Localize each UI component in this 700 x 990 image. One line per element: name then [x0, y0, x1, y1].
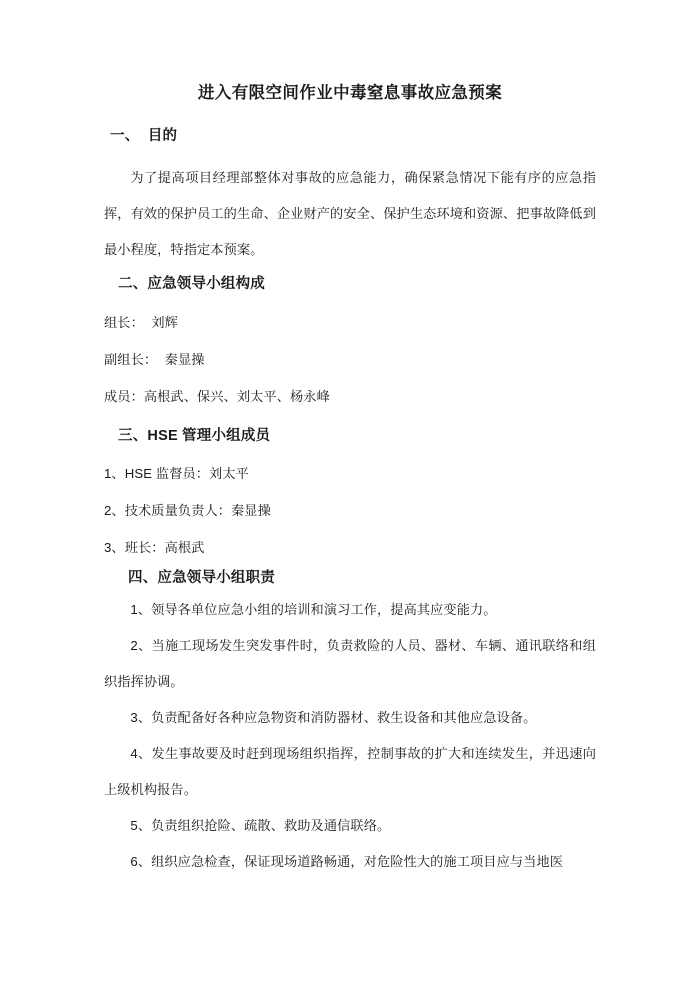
hse-line-3: 3、班长：高根武: [104, 540, 205, 555]
hse-line-2: 2、技术质量负责人：秦显操: [104, 503, 271, 518]
members-line: 成员：高根武、保兴、刘太平、杨永峰: [104, 389, 330, 404]
hse-line-1: 1、HSE 监督员：刘太平: [104, 466, 249, 481]
duty-item-4: 4、发生事故要及时赶到现场组织指挥，控制事故的扩大和连续发生，并迅速向上级机构报告。: [104, 746, 596, 797]
duty-item-2: 2、当施工现场发生突发事件时，负责救险的人员、器材、车辆、通讯联络和组织指挥协调。: [104, 638, 596, 689]
duty-item-3: 3、负责配备好各种应急物资和消防器材、救生设备和其他应急设备。: [130, 710, 537, 725]
duty-item-1: 1、领导各单位应急小组的培训和演习工作，提高其应变能力。: [130, 602, 497, 617]
section-heading-2: 二、应急领导小组构成: [118, 276, 265, 292]
deputy-leader-line: 副组长： 秦显操: [104, 352, 205, 367]
section-heading-4: 四、应急领导小组职责: [128, 570, 275, 586]
duty-item-6: 6、组织应急检查，保证现场道路畅通，对危险性大的施工项目应与当地医: [130, 854, 564, 869]
section-1-paragraph: 为了提高项目经理部整体对事故的应急能力，确保紧急情况下能有序的应急指挥，有效的保护员工的生命、企业财产的安全、保护生态环境和资源、把事故降低到最小程度，特指定本预案。: [104, 170, 596, 257]
section-heading-3: 三、HSE 管理小组成员: [118, 428, 271, 444]
leader-line: 组长： 刘辉: [104, 315, 178, 330]
duty-item-5: 5、负责组织抢险、疏散、救助及通信联络。: [130, 818, 391, 833]
section-heading-1: 一、 目的: [110, 128, 178, 144]
document-title: 进入有限空间作业中毒窒息事故应急预案: [197, 84, 503, 102]
